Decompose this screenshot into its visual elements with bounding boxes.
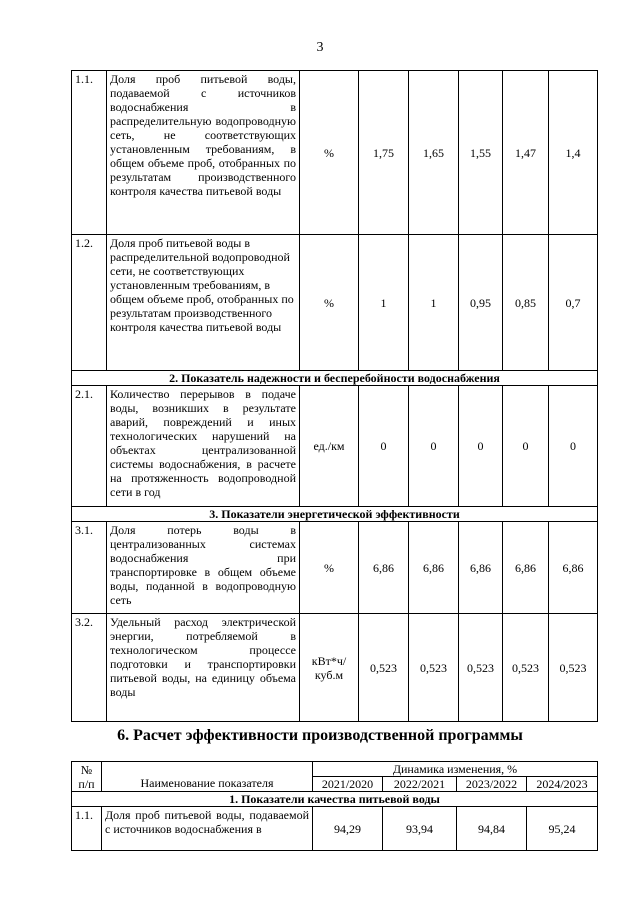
unit: % [300,522,359,614]
value-cell: 0,523 [409,614,459,722]
indicator-name: Доля потерь воды в централизованных системах водоснабжения при транспортировке в общем объеме воды, поданной в водопроводную сеть [107,522,300,614]
value-cell: 6,86 [549,522,598,614]
unit: кВт*ч/ куб.м [300,614,359,722]
indicator-name: Доля проб питьевой воды, подаваемой с источников водоснабжения в распределительную водопроводную сеть, не соответствующих установленным требованиям, в общем объеме проб, отобранных по результатам производственного контроля качества питьевой воды [107,71,300,235]
indicator-name: Количество перерывов в подаче воды, возникших в результате аварий, повреждений и иных технологических нарушений на объектах централизованной системы водоснабжения, в расчете на протяженность водопроводной сети в год [107,386,300,507]
num-header-line1: № [80,762,93,777]
value-cell: 0,523 [503,614,549,722]
value-cell: 1,55 [459,71,503,235]
value-cell: 0,85 [503,235,549,371]
value-cell: 0,7 [549,235,598,371]
table-row [72,522,598,614]
value-cell: 0 [359,386,409,507]
indicators-table [71,70,598,722]
value-cell: 0,95 [459,235,503,371]
value-cell: 94,84 [457,807,527,851]
table-row [72,807,598,851]
dynamics-header: Динамика изменения, % [313,762,598,777]
table-row [72,71,598,235]
value-cell: 0 [503,386,549,507]
unit: ед./км [300,386,359,507]
num-header-line2: п/п [78,776,95,791]
value-cell: 6,86 [503,522,549,614]
value-cell: 1 [359,235,409,371]
section-row [72,792,598,807]
value-cell: 1,65 [409,71,459,235]
value-cell: 0 [549,386,598,507]
value-cell: 1,75 [359,71,409,235]
name-header: Наименование показателя [102,762,313,792]
period-header: 2024/2023 [527,777,598,792]
unit: % [300,71,359,235]
value-cell: 6,86 [459,522,503,614]
section-heading: 1. Показатели качества питьевой воды [72,792,598,807]
value-cell: 1,4 [549,71,598,235]
unit: % [300,235,359,371]
page-number: 3 [316,40,324,55]
value-cell: 0,523 [459,614,503,722]
value-cell: 0,523 [359,614,409,722]
value-cell: 93,94 [383,807,457,851]
value-cell: 94,29 [313,807,383,851]
period-header: 2023/2022 [457,777,527,792]
value-cell: 0,523 [549,614,598,722]
num-header [72,762,102,792]
value-cell: 0 [409,386,459,507]
row-number: 1.1. [72,71,107,235]
value-cell: 95,24 [527,807,598,851]
table-row [72,386,598,507]
section-row [72,371,598,386]
section-heading: 2. Показатель надежности и бесперебойности водоснабжения [72,371,598,386]
indicator-name: Удельный расход электрической энергии, потребляемой в технологическом процессе подготовки и транспортировки питьевой воды, на единицу объема воды [107,614,300,722]
value-cell: 0 [459,386,503,507]
section-title: 6. Расчет эффективности производственной программы [117,727,523,744]
value-cell: 6,86 [409,522,459,614]
row-number: 1.1. [72,807,102,851]
value-cell: 1 [409,235,459,371]
indicator-name: Доля проб питьевой воды в распределительной водопроводной сети, не соответствующих установленным требованиям, в общем объеме проб, отобранных по результатам производственного контроля качества питьевой воды [107,235,300,371]
period-header: 2022/2021 [383,777,457,792]
value-cell: 1,47 [503,71,549,235]
table-row [72,614,598,722]
period-header: 2021/2020 [313,777,383,792]
section-row [72,507,598,522]
row-number: 3.2. [72,614,107,722]
row-number: 2.1. [72,386,107,507]
header-row [72,762,598,777]
section-heading: 3. Показатели энергетической эффективности [72,507,598,522]
efficiency-table [71,761,598,851]
value-cell: 6,86 [359,522,409,614]
table-row [72,235,598,371]
indicator-name: Доля проб питьевой воды, подаваемой с источников водоснабжения в [102,807,313,851]
row-number: 1.2. [72,235,107,371]
row-number: 3.1. [72,522,107,614]
